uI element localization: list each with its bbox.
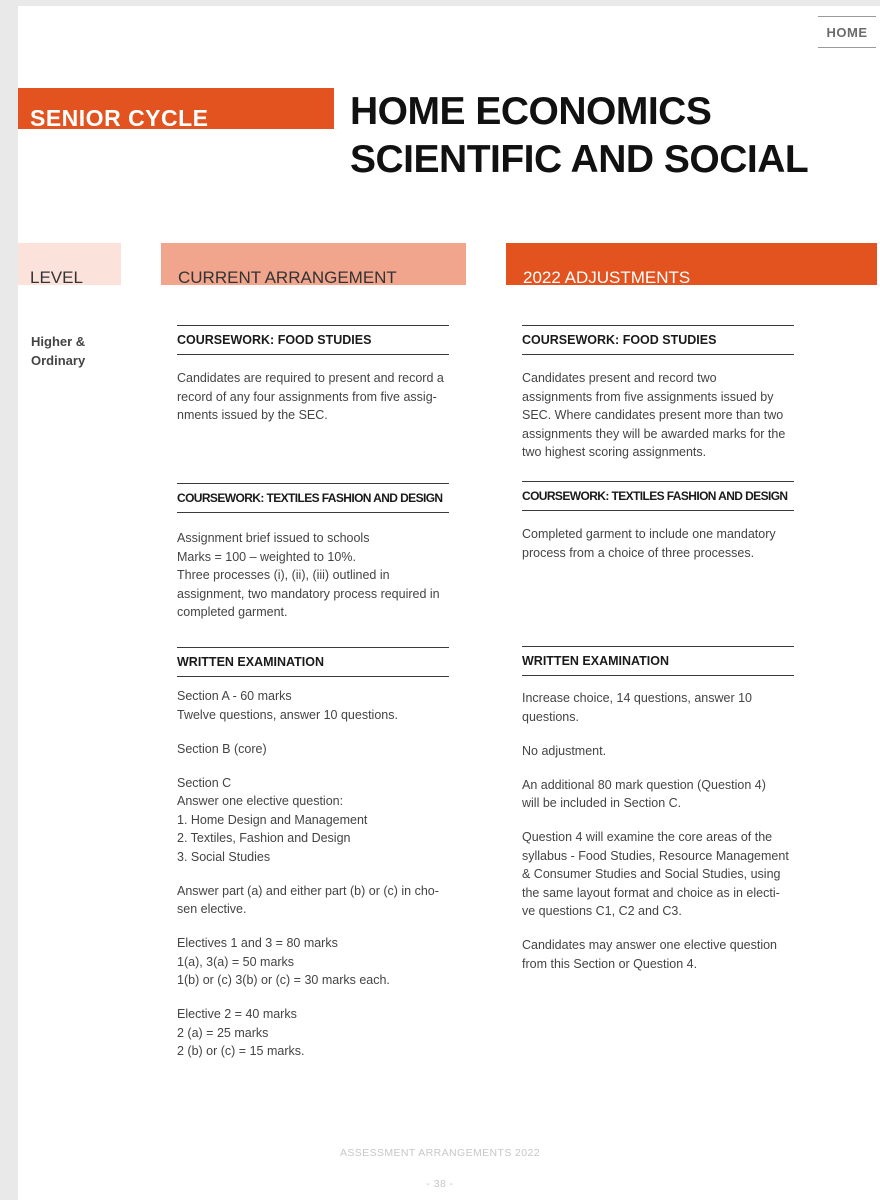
text-line: record of any four assignments from five assig- [177, 389, 437, 404]
text-line: Candidates present and record two [522, 371, 717, 385]
text-line: 1(a), 3(a) = 50 marks [177, 954, 295, 969]
text-line: No adjustment. [522, 743, 607, 758]
text-line: 1(b) or (c) 3(b) or (c) = 30 marks each. [177, 973, 390, 987]
text-line: Answer part (a) and either part (b) or (c) in cho- [177, 883, 439, 898]
text-line: Increase choice, 14 questions, answer 10 [522, 691, 752, 705]
current-food-heading: COURSEWORK: FOOD STUDIES [177, 325, 449, 355]
text-line: the same layout format and choice as in electi- [522, 885, 780, 900]
text-line: syllabus - Food Studies, Resource Management [522, 848, 789, 863]
level-line-1: Higher & [31, 334, 86, 349]
text-line: Section B (core) [177, 741, 267, 756]
text-paragraph [177, 882, 452, 919]
current-food-text [177, 369, 452, 425]
text-paragraph [522, 776, 797, 813]
text-line: process from a choice of three processes. [522, 545, 755, 560]
adjustments-textiles-heading: COURSEWORK: TEXTILES FASHION AND DESIGN [522, 481, 794, 511]
text-line: Candidates are required to present and record a [177, 371, 444, 385]
text-paragraph [522, 689, 797, 726]
text-line: Assignment brief issued to schools [177, 531, 370, 545]
page-title-line-1: HOME ECONOMICS [350, 90, 712, 133]
text-paragraph [177, 934, 452, 990]
text-line: Completed garment to include one mandatory [522, 527, 776, 541]
level-column-header [18, 243, 121, 285]
text-line: 2 (a) = 25 marks [177, 1025, 269, 1040]
current-textiles-heading: COURSEWORK: TEXTILES FASHION AND DESIGN [177, 483, 449, 513]
text-line: Marks = 100 – weighted to 10%. [177, 549, 356, 564]
text-line: An additional 80 mark question (Question 4) [522, 777, 766, 792]
adjustments-written-heading: WRITTEN EXAMINATION [522, 646, 794, 676]
footer-label: ASSESSMENT ARRANGEMENTS 2022 [339, 1147, 541, 1159]
text-line: 2 (b) or (c) = 15 marks. [177, 1044, 305, 1058]
level-value [31, 332, 111, 370]
text-paragraph [177, 1005, 452, 1061]
current-written-text [177, 687, 452, 1061]
text-line: questions. [522, 709, 579, 724]
text-paragraph [177, 774, 452, 867]
page-number: - 38 - [426, 1178, 454, 1190]
text-paragraph [522, 742, 797, 761]
text-line: Question 4 will examine the core areas of the [522, 830, 773, 844]
level-line-2: Ordinary [31, 353, 86, 368]
home-button[interactable]: HOME [818, 16, 876, 48]
text-line: two highest scoring assignments. [522, 445, 707, 459]
level-header-label: LEVEL [30, 268, 83, 285]
text-line: Section C [177, 775, 232, 790]
current-header-label: CURRENT ARRANGEMENT [178, 268, 397, 285]
text-paragraph [522, 828, 797, 921]
text-line: Three processes (i), (ii), (iii) outlined in [177, 568, 390, 582]
text-line: assignment, two mandatory process required in [177, 586, 440, 601]
page-title [350, 88, 870, 184]
text-line: Candidates may answer one elective question [522, 938, 778, 952]
text-line: Electives 1 and 3 = 80 marks [177, 936, 338, 950]
adjustments-column-header [506, 243, 877, 285]
text-line: assignments from five assignments issued by [522, 389, 774, 404]
text-line: Twelve questions, answer 10 questions. [177, 707, 398, 722]
senior-cycle-banner [18, 88, 334, 129]
adjustments-food-text [522, 369, 797, 462]
current-textiles-text [177, 529, 452, 622]
text-line: from this Section or Question 4. [522, 956, 698, 971]
text-line: 1. Home Design and Management [177, 812, 368, 827]
text-line: nments issued by the SEC. [177, 408, 328, 422]
adjustments-food-heading: COURSEWORK: FOOD STUDIES [522, 325, 794, 355]
adjustments-written-text [522, 689, 797, 973]
text-line: assignments they will be awarded marks for the [522, 426, 786, 441]
text-line: Answer one elective question: [177, 794, 344, 808]
text-line: & Consumer Studies and Social Studies, using [522, 867, 781, 881]
page-title-line-2: SCIENTIFIC AND SOCIAL [350, 138, 809, 181]
text-line: completed garment. [177, 605, 288, 619]
text-paragraph [522, 936, 797, 973]
text-line: Section A - 60 marks [177, 689, 292, 703]
text-paragraph [177, 740, 452, 759]
adjustments-header-label: 2022 ADJUSTMENTS [523, 268, 691, 285]
text-line: SEC. Where candidates present more than two [522, 408, 784, 422]
text-line: 3. Social Studies [177, 849, 271, 864]
text-line: Elective 2 = 40 marks [177, 1007, 297, 1021]
current-arrangement-column-header [161, 243, 466, 285]
current-written-heading: WRITTEN EXAMINATION [177, 647, 449, 677]
adjustments-textiles-text [522, 525, 797, 562]
text-paragraph [177, 687, 452, 724]
text-line: ve questions C1, C2 and C3. [522, 904, 682, 918]
text-line: 2. Textiles, Fashion and Design [177, 831, 351, 845]
text-line: will be included in Section C. [522, 796, 682, 810]
banner-label: SENIOR CYCLE [30, 105, 209, 129]
text-line: sen elective. [177, 902, 247, 916]
